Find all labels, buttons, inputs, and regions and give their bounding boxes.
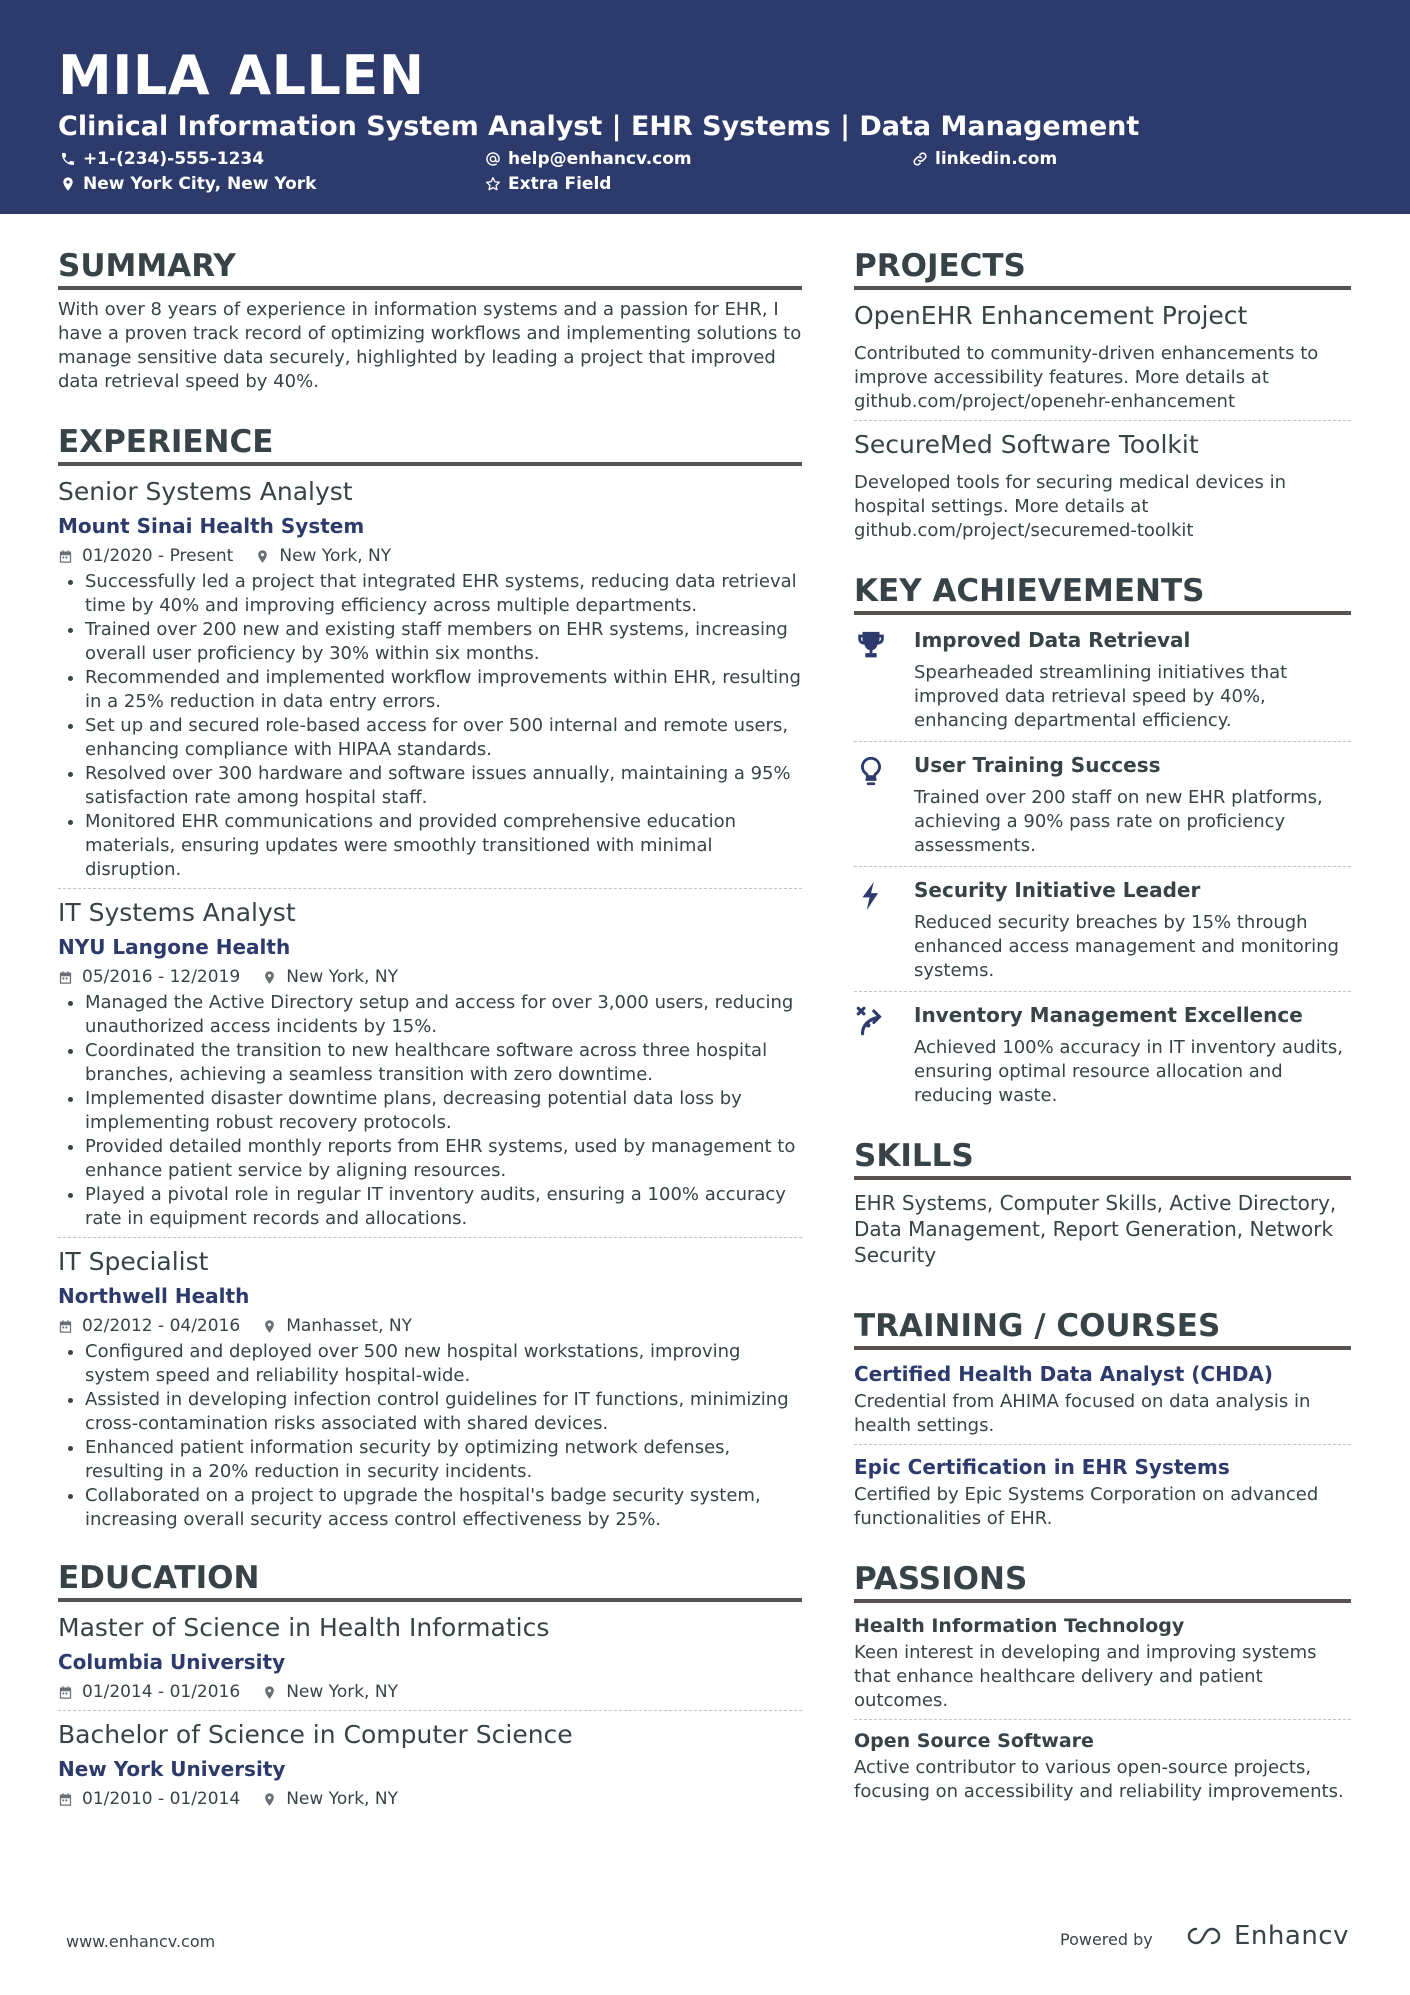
job-bullets xyxy=(58,1340,802,1532)
achievement-description: Reduced security breaches by 15% through enhanced access management and monitoring systems. xyxy=(914,912,1339,981)
trophy-icon xyxy=(854,629,888,663)
degree-title: Master of Science in Health Informatics xyxy=(58,1613,550,1642)
left-column xyxy=(58,246,802,1811)
education-location: New York, NY xyxy=(286,1789,398,1809)
contact-linkedin[interactable] xyxy=(912,148,1057,170)
company-name: Northwell Health xyxy=(58,1284,250,1308)
bullet-item: • Successfully led a project that integrated EHR systems, reducing data retrieval time by 40% and improving efficiency across multiple departments. xyxy=(85,570,802,618)
entry-divider xyxy=(854,866,1351,867)
passion-entry xyxy=(854,1728,1351,1804)
candidate-tagline: Clinical Information System Analyst | EHR Systems | Data Management xyxy=(58,111,1140,142)
skills-text: EHR Systems, Computer Skills, Active Directory, Data Management, Report Generation, Network Security xyxy=(854,1191,1337,1267)
job-location: Manhasset, NY xyxy=(286,1316,413,1336)
experience-entry xyxy=(58,1246,802,1532)
entry-divider xyxy=(854,1719,1351,1720)
at-icon xyxy=(485,151,501,167)
company-name: NYU Langone Health xyxy=(58,935,291,959)
degree-title: Bachelor of Science in Computer Science xyxy=(58,1720,573,1749)
entry-divider xyxy=(854,420,1351,421)
linkedin-text: linkedin.com xyxy=(935,149,1058,169)
map-pin-icon xyxy=(262,1685,277,1700)
bullet-item: • Monitored EHR communications and provided comprehensive education materials, ensuring updates were smoothly transitioned with minimal disruption. xyxy=(85,810,802,882)
job-bullets xyxy=(58,991,802,1231)
extra-text: Extra Field xyxy=(508,174,612,194)
education-dates: 01/2014 - 01/2016 xyxy=(82,1682,241,1702)
achievement-description: Spearheaded streamlining initiatives that improved data retrieval speed by 40%, enhancing departmental efficiency. xyxy=(914,662,1288,731)
achievement-description: Trained over 200 staff on new EHR platforms, achieving a 90% pass rate on proficiency assessments. xyxy=(914,787,1323,856)
bullet-item: • Configured and deployed over 500 new hospital workstations, improving system speed and reliability hospital-wide. xyxy=(85,1340,802,1388)
resume-header xyxy=(0,0,1410,214)
achievements-heading: KEY ACHIEVEMENTS xyxy=(854,571,1351,615)
job-location: New York, NY xyxy=(286,967,398,987)
summary-heading: SUMMARY xyxy=(58,246,802,290)
bullet-item: • Collaborated on a project to upgrade the hospital's badge security system, increasing overall security access control effectiveness by 25%. xyxy=(85,1484,802,1532)
experience-entry xyxy=(58,897,802,1231)
bullet-item: • Coordinated the transition to new healthcare software across three hospital branches, achieving a seamless transition with zero downtime. xyxy=(85,1039,802,1087)
calendar-icon xyxy=(58,1319,73,1334)
achievement-title: Inventory Management Excellence xyxy=(914,1003,1303,1027)
bullet-item: • Played a pivotal role in regular IT inventory audits, ensuring a 100% accuracy rate in equipment records and allocations. xyxy=(85,1183,802,1231)
project-entry xyxy=(854,300,1351,414)
entry-divider xyxy=(58,1710,802,1711)
entry-divider xyxy=(854,991,1351,992)
job-meta xyxy=(58,544,802,568)
lightning-icon xyxy=(854,879,888,913)
job-dates: 05/2016 - 12/2019 xyxy=(82,967,241,987)
bullet-item: • Provided detailed monthly reports from EHR systems, used by management to enhance patient service by aligning resources. xyxy=(85,1135,802,1183)
achievement-entry xyxy=(854,625,1351,733)
training-heading: TRAINING / COURSES xyxy=(854,1306,1351,1350)
calendar-icon xyxy=(58,970,73,985)
entry-divider xyxy=(854,741,1351,742)
bullet-item: • Implemented disaster downtime plans, decreasing potential data loss by implementing robust recovery protocols. xyxy=(85,1087,802,1135)
footer-url[interactable]: www.enhancv.com xyxy=(66,1932,216,1951)
contact-location xyxy=(60,173,316,195)
project-description: Developed tools for securing medical devices in hospital settings. More details at github.com/project/securemed-toolkit xyxy=(854,472,1287,541)
passion-title: Health Information Technology xyxy=(854,1615,1185,1637)
enhancv-logo[interactable] xyxy=(1180,1921,1349,1951)
contact-extra xyxy=(485,173,611,195)
email-text: help@enhancv.com xyxy=(508,149,692,169)
course-entry xyxy=(854,1453,1351,1531)
school-name: Columbia University xyxy=(58,1650,286,1674)
contact-phone xyxy=(60,148,264,170)
course-description: Certified by Epic Systems Corporation on advanced functionalities of EHR. xyxy=(854,1484,1319,1529)
education-entry xyxy=(58,1612,802,1704)
map-pin-icon xyxy=(60,176,76,192)
achievement-entry xyxy=(854,1000,1351,1108)
entry-divider xyxy=(58,888,802,889)
phone-icon xyxy=(60,151,76,167)
bullet-item: • Set up and secured role-based access for over 500 internal and remote users, enhancing compliance with HIPAA standards. xyxy=(85,714,802,762)
strategy-icon xyxy=(854,1004,888,1038)
projects-heading: PROJECTS xyxy=(854,246,1351,290)
footer-powered-by: Powered by xyxy=(1060,1930,1153,1949)
achievement-title: User Training Success xyxy=(914,753,1161,777)
job-bullets xyxy=(58,570,802,882)
job-meta xyxy=(58,1314,802,1338)
passion-title: Open Source Software xyxy=(854,1730,1094,1752)
map-pin-icon xyxy=(262,970,277,985)
job-meta xyxy=(58,965,802,989)
achievement-entry xyxy=(854,875,1351,983)
enhancv-logo-icon xyxy=(1180,1923,1228,1949)
star-icon xyxy=(485,176,501,192)
location-text: New York City, New York xyxy=(83,174,317,194)
project-entry xyxy=(854,429,1351,543)
job-title: IT Specialist xyxy=(58,1247,209,1276)
course-title: Epic Certification in EHR Systems xyxy=(854,1455,1230,1479)
achievement-title: Security Initiative Leader xyxy=(914,878,1201,902)
skills-heading: SKILLS xyxy=(854,1136,1351,1180)
bullet-item: • Recommended and implemented workflow improvements within EHR, resulting in a 25% reduction in data entry errors. xyxy=(85,666,802,714)
calendar-icon xyxy=(58,549,73,564)
job-title: IT Systems Analyst xyxy=(58,898,296,927)
course-entry xyxy=(854,1360,1351,1438)
candidate-name: MILA ALLEN xyxy=(58,44,425,107)
job-location: New York, NY xyxy=(279,546,392,566)
passions-heading: PASSIONS xyxy=(854,1559,1351,1603)
course-title: Certified Health Data Analyst (CHDA) xyxy=(854,1362,1274,1386)
education-meta xyxy=(58,1680,802,1704)
calendar-icon xyxy=(58,1685,73,1700)
school-name: New York University xyxy=(58,1757,286,1781)
education-location: New York, NY xyxy=(286,1682,398,1702)
bullet-item: • Trained over 200 new and existing staff members on EHR systems, increasing overall user proficiency by 30% within six months. xyxy=(85,618,802,666)
contact-email[interactable] xyxy=(485,148,692,170)
map-pin-icon xyxy=(262,1792,277,1807)
bullet-item: • Assisted in developing infection control guidelines for IT functions, minimizing cross-contamination risks associated with shared devices. xyxy=(85,1388,802,1436)
achievement-title: Improved Data Retrieval xyxy=(914,628,1191,652)
entry-divider xyxy=(58,1237,802,1238)
education-entry xyxy=(58,1719,802,1811)
job-dates: 02/2012 - 04/2016 xyxy=(82,1316,241,1336)
passion-description: Active contributor to various open-source projects, focusing on accessibility and reliability improvements. xyxy=(854,1757,1344,1802)
bullet-item: • Resolved over 300 hardware and software issues annually, maintaining a 95% satisfaction rate among hospital staff. xyxy=(85,762,802,810)
bullet-item: • Managed the Active Directory setup and access for over 3,000 users, reducing unauthorized access incidents by 15%. xyxy=(85,991,802,1039)
achievement-description: Achieved 100% accuracy in IT inventory audits, ensuring optimal resource allocation and reducing waste. xyxy=(914,1037,1343,1106)
education-heading: EDUCATION xyxy=(58,1558,802,1602)
summary-text: With over 8 years of experience in information systems and a passion for EHR, I have a proven track record of optimizing workflows and implementing solutions to manage sensitive data securely, highlighted by leading a project that improved data retrieval speed by 40%. xyxy=(58,299,802,392)
right-column xyxy=(854,246,1351,1804)
project-description: Contributed to community-driven enhancements to improve accessibility features. More details at github.com/project/openehr-enhancement xyxy=(854,343,1319,412)
education-dates: 01/2010 - 01/2014 xyxy=(82,1789,241,1809)
job-dates: 01/2020 - Present xyxy=(82,546,234,566)
project-title: SecureMed Software Toolkit xyxy=(854,430,1199,459)
enhancv-logo-text: Enhancv xyxy=(1234,1921,1349,1951)
entry-divider xyxy=(854,1444,1351,1445)
phone-text: +1-(234)-555-1234 xyxy=(83,149,265,169)
experience-entry xyxy=(58,476,802,882)
lightbulb-icon xyxy=(854,754,888,788)
bullet-item: • Enhanced patient information security by optimizing network defenses, resulting in a 20% reduction in security incidents. xyxy=(85,1436,802,1484)
link-icon xyxy=(912,151,928,167)
education-meta xyxy=(58,1787,802,1811)
project-title: OpenEHR Enhancement Project xyxy=(854,301,1248,330)
company-name: Mount Sinai Health System xyxy=(58,514,365,538)
calendar-icon xyxy=(58,1792,73,1807)
achievement-entry xyxy=(854,750,1351,858)
passion-entry xyxy=(854,1613,1351,1713)
map-pin-icon xyxy=(255,549,270,564)
course-description: Credential from AHIMA focused on data analysis in health settings. xyxy=(854,1391,1311,1436)
experience-heading: EXPERIENCE xyxy=(58,422,802,466)
job-title: Senior Systems Analyst xyxy=(58,477,353,506)
passion-description: Keen interest in developing and improving systems that enhance healthcare delivery and patient outcomes. xyxy=(854,1642,1317,1711)
map-pin-icon xyxy=(262,1319,277,1334)
